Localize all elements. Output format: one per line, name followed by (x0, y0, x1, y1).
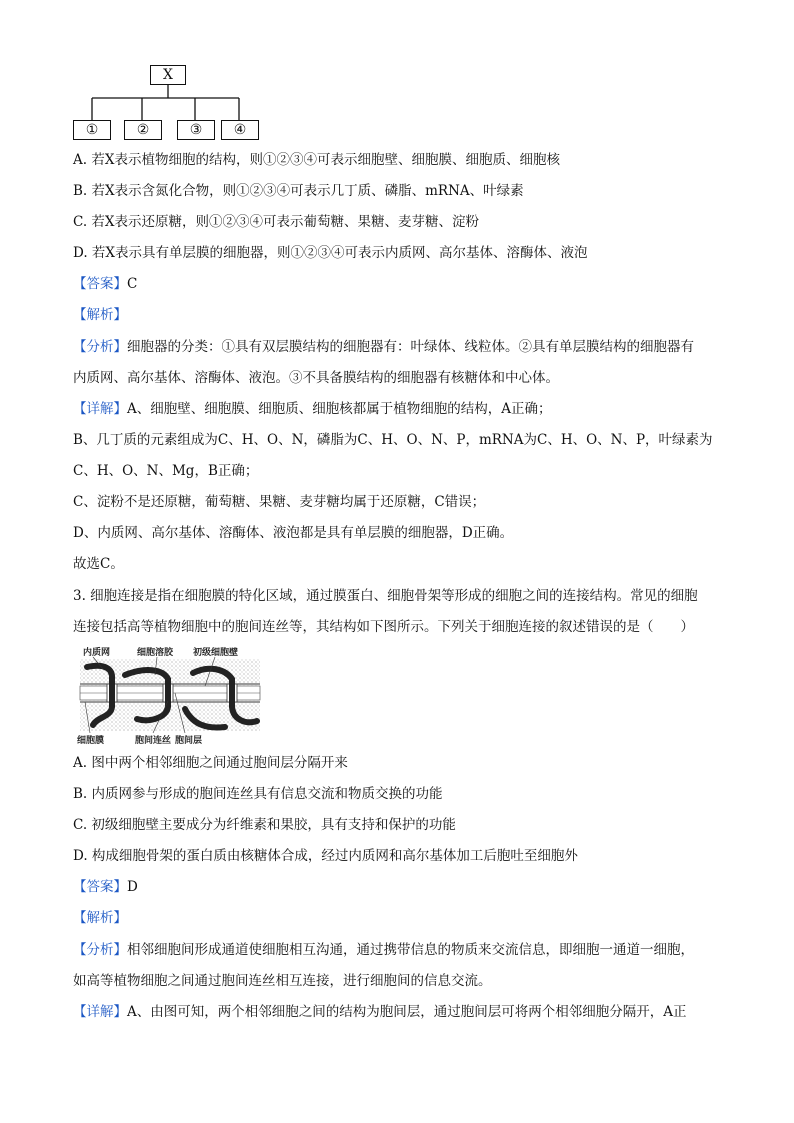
q2-analysis-tag: 【解析】 (73, 307, 127, 323)
q2-fenxi-line-1: 【分析】细胞器的分类：①具有双层膜结构的细胞器有：叶绿体、线粒体。②具有单层膜结构的细胞器有 (73, 339, 694, 355)
q3-stem-line-1: 3. 细胞连接是指在细胞膜的特化区域，通过膜蛋白、细胞骨架等形成的细胞之间的连接结构。常见的细胞 (73, 588, 698, 604)
label-plasmodesma: 胞间连丝 (135, 736, 172, 745)
q3-answer-line: 【答案】D (73, 879, 138, 895)
tree-child-1: ① (73, 120, 111, 140)
q2-xiangjie-b1: B、几丁质的元素组成为C、H、O、N，磷脂为C、H、O、N、P，mRNA为C、H、O、N、P，叶绿素为 (73, 432, 713, 448)
label-membrane: 细胞膜 (77, 736, 105, 745)
q2-fenxi-line-2: 内质网、高尔基体、溶酶体、液泡。③不具备膜结构的细胞器有核糖体和中心体。 (73, 370, 559, 386)
q2-xiangjie-d: D、内质网、高尔基体、溶酶体、液泡都是具有单层膜的细胞器，D正确。 (73, 525, 514, 541)
answer-tag: 【答案】 (73, 276, 127, 292)
q3-analysis-tag: 【解析】 (73, 910, 127, 926)
q3-option-a: A. 图中两个相邻细胞之间通过胞间层分隔开来 (73, 755, 348, 771)
label-middle-lamella: 胞间层 (175, 736, 203, 745)
q3-fenxi-line-2: 如高等植物细胞之间通过胞间连丝相互连接，进行细胞间的信息交流。 (73, 973, 492, 989)
q3-option-d: D. 构成细胞骨架的蛋白质由核糖体合成，经过内质网和高尔基体加工后胞吐至细胞外 (73, 848, 578, 864)
label-cytosol: 细胞溶胶 (137, 648, 174, 658)
q2-xiangjie-b2: C、H、O、N、Mg，B正确； (73, 463, 259, 479)
tree-child-4: ④ (221, 120, 259, 140)
q2-option-d: D. 若X表示具有单层膜的细胞器，则①②③④可表示内质网、高尔基体、溶酶体、液泡 (73, 245, 588, 261)
q3-option-c: C. 初级细胞壁主要成分为纤维素和果胶，具有支持和保护的功能 (73, 817, 456, 833)
q3-answer: D (127, 879, 138, 895)
label-er: 内质网 (83, 648, 111, 658)
plasmodesma-figure (75, 645, 265, 749)
q2-option-a: A. 若X表示植物细胞的结构，则①②③④可表示细胞壁、细胞膜、细胞质、细胞核 (73, 152, 560, 168)
q2-conclusion: 故选C。 (73, 556, 124, 572)
tree-root-box: X (150, 65, 186, 85)
xiangjie-tag: 【详解】 (73, 401, 127, 417)
q3-xiangjie-a: 【详解】A、由图可知，两个相邻细胞之间的结构为胞间层，通过胞间层可将两个相邻细胞分隔开，A正 (73, 1004, 687, 1020)
q3-option-b: B. 内质网参与形成的胞间连丝具有信息交流和物质交换的功能 (73, 786, 443, 802)
q2-xiangjie-a: 【详解】A、细胞壁、细胞膜、细胞质、细胞核都属于植物细胞的结构，A正确； (73, 401, 552, 417)
q2-answer-line (73, 274, 733, 294)
tree-child-3: ③ (177, 120, 215, 140)
q2-answer: C (127, 276, 138, 292)
q2-option-b: B. 若X表示含氮化合物，则①②③④可表示几丁质、磷脂、mRNA、叶绿素 (73, 183, 524, 199)
q2-option-c: C. 若X表示还原糖，则①②③④可表示葡萄糖、果糖、麦芽糖、淀粉 (73, 214, 480, 230)
q3-stem-line-2: 连接包括高等植物细胞中的胞间连丝等，其结构如下图所示。下列关于细胞连接的叙述错误的是（ ） (73, 619, 694, 635)
q3-fenxi-line-1: 【分析】相邻细胞间形成通道使细胞相互沟通，通过携带信息的物质来交流信息，即细胞一通道一细胞， (73, 942, 694, 958)
fenxi-tag: 【分析】 (73, 339, 127, 355)
tree-child-2: ② (124, 120, 162, 140)
label-primary-wall: 初级细胞壁 (193, 648, 239, 658)
plasmodesma-drawing (75, 645, 265, 745)
q2-xiangjie-c: C、淀粉不是还原糖，葡萄糖、果糖、麦芽糖均属于还原糖，C错误； (73, 494, 486, 510)
